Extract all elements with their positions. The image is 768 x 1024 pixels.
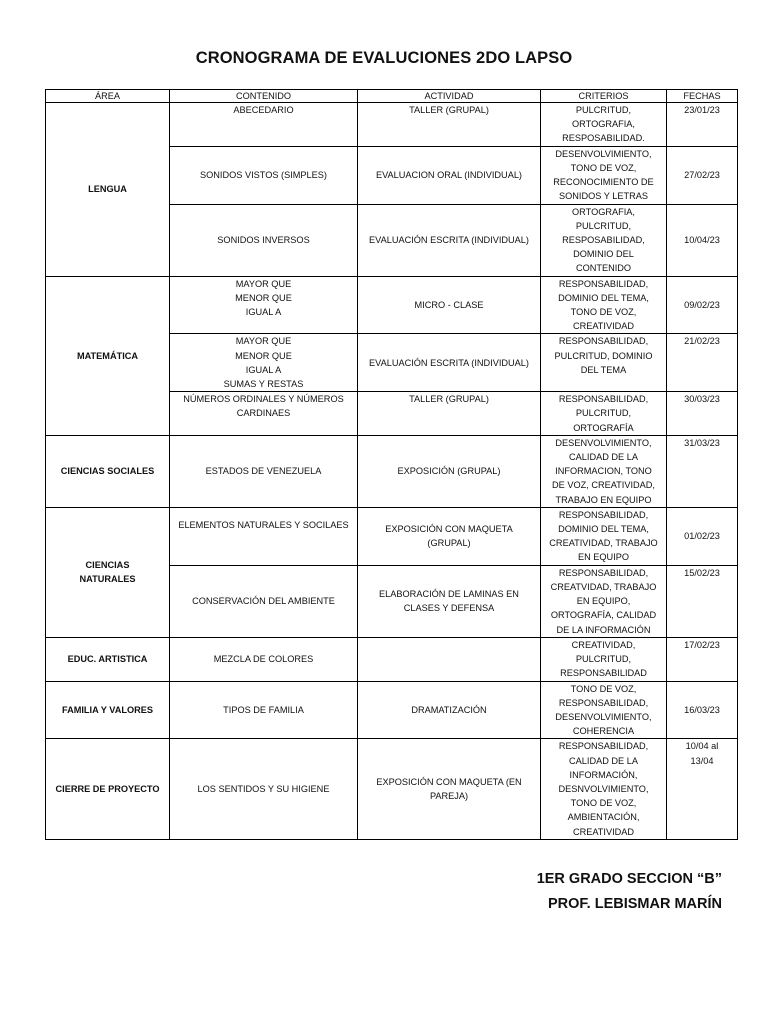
area-naturales-line-2: NATURALES bbox=[79, 574, 136, 585]
actividad-cell bbox=[358, 276, 541, 334]
area-matematica: MATEMÁTICA bbox=[46, 276, 170, 435]
actividad-cell bbox=[358, 739, 541, 839]
criterios-line: DESNVOLVIMIENTO, bbox=[558, 783, 649, 794]
criterios-line: ORTOGRAFIA, bbox=[572, 119, 635, 130]
contenido-line: SONIDOS INVERSOS bbox=[217, 235, 310, 246]
actividad-cell bbox=[358, 204, 541, 276]
criterios-line: CREATIVIDAD bbox=[572, 321, 635, 332]
contenido-line: CARDINAES bbox=[236, 408, 291, 419]
header-criterios: CRITERIOS bbox=[541, 90, 667, 103]
actividad-line: EVALUACIÓN ESCRITA (INDIVIDUAL) bbox=[369, 357, 529, 368]
actividad-line: MICRO - CLASE bbox=[414, 299, 484, 310]
criterios-line: PULCRITUD, bbox=[575, 220, 632, 231]
criterios-line: RESPONSABILIDAD, bbox=[558, 278, 649, 289]
contenido-line: IGUAL A bbox=[245, 307, 282, 318]
contenido-line: SONIDOS VISTOS (SIMPLES) bbox=[200, 170, 327, 180]
criterios-line: RESPOSABILIDAD, bbox=[562, 235, 645, 246]
criterios-line: AMBIENTACIÓN, bbox=[567, 812, 640, 823]
table-row bbox=[46, 507, 738, 565]
criterios-line: DESENVOLVIMIENTO, bbox=[555, 711, 652, 722]
criterios-line: EN EQUIPO, bbox=[576, 596, 631, 607]
contenido-line: ELEMENTOS NATURALES Y SOCILAES bbox=[178, 519, 349, 530]
table-header-row bbox=[46, 90, 738, 103]
table-row bbox=[46, 739, 738, 839]
criterios-line: RESPOSABILIDAD. bbox=[562, 133, 645, 144]
criterios-line: PULCRITUD, bbox=[575, 654, 632, 665]
contenido-line: MENOR QUE bbox=[235, 292, 292, 303]
actividad-cell bbox=[358, 507, 541, 565]
actividad-line: EXPOSICIÓN CON MAQUETA (EN bbox=[376, 776, 522, 787]
criterios-line: PULCRITUD, DOMINIO bbox=[554, 350, 653, 361]
criterios-line: CONTENIDO bbox=[575, 263, 632, 274]
area-ciencias-sociales: CIENCIAS SOCIALES bbox=[46, 435, 170, 507]
table-row bbox=[46, 637, 738, 681]
criterios-line: DESENVOLVIMIENTO, bbox=[555, 148, 652, 159]
area-ciencias-naturales bbox=[46, 507, 170, 637]
criterios-line: TONO DE VOZ, bbox=[570, 307, 637, 318]
contenido-cell bbox=[170, 681, 358, 739]
actividad-line: ELABORACIÓN DE LAMINAS EN bbox=[379, 589, 519, 600]
criterios-line: CREATIVIDAD, bbox=[571, 639, 636, 650]
criterios-cell bbox=[541, 204, 667, 276]
fecha-cell bbox=[667, 739, 738, 839]
fecha-cell bbox=[667, 276, 738, 334]
actividad-cell bbox=[358, 435, 541, 507]
fecha-line: 01/02/23 bbox=[684, 531, 720, 542]
fecha-cell bbox=[667, 146, 738, 204]
fecha-line: 13/04 bbox=[690, 755, 714, 766]
criterios-line: DOMINIO DEL bbox=[573, 249, 634, 260]
criterios-line: TONO DE VOZ, bbox=[570, 162, 637, 173]
criterios-line: RESPONSABILIDAD, bbox=[558, 336, 649, 347]
table-row bbox=[46, 681, 738, 739]
contenido-cell bbox=[170, 204, 358, 276]
evaluation-schedule-table bbox=[45, 89, 738, 840]
criterios-line: DESENVOLVIMIENTO, bbox=[555, 437, 652, 448]
criterios-line: DE VOZ, CREATIVIDAD, bbox=[552, 480, 655, 491]
criterios-line: COHERENCIA bbox=[572, 726, 635, 737]
document-title: CRONOGRAMA DE EVALUCIONES 2DO LAPSO bbox=[195, 49, 573, 67]
contenido-line: LOS SENTIDOS Y SU HIGIENE bbox=[197, 783, 330, 794]
contenido-cell bbox=[170, 334, 358, 392]
contenido-line: MAYOR QUE bbox=[235, 278, 292, 289]
criterios-line: DE LA INFORMACIÓN bbox=[556, 624, 651, 635]
criterios-line: TRABAJO EN EQUIPO bbox=[555, 494, 652, 505]
criterios-line: PULCRITUD, bbox=[575, 408, 632, 419]
actividad-line: EVALUACION ORAL (INDIVIDUAL) bbox=[375, 170, 522, 180]
table-row bbox=[46, 103, 738, 147]
fecha-cell bbox=[667, 204, 738, 276]
criterios-cell bbox=[541, 276, 667, 334]
table-row bbox=[46, 435, 738, 507]
fecha-line: 17/02/23 bbox=[684, 639, 720, 650]
fecha-cell bbox=[667, 681, 738, 739]
criterios-cell bbox=[541, 637, 667, 681]
fecha-cell bbox=[667, 637, 738, 681]
contenido-cell bbox=[170, 739, 358, 839]
criterios-line: DEL TEMA bbox=[580, 364, 627, 375]
criterios-line: CALIDAD DE LA bbox=[569, 755, 638, 766]
criterios-line: CREATIVIDAD bbox=[572, 826, 635, 837]
criterios-line: TONO DE VOZ, bbox=[570, 683, 637, 694]
actividad-line: TALLER (GRUPAL) bbox=[409, 105, 489, 115]
contenido-line: TIPOS DE FAMILIA bbox=[223, 704, 304, 715]
criterios-line: PULCRITUD, bbox=[575, 105, 632, 115]
criterios-line: INFORMACIÓN, bbox=[569, 769, 638, 780]
criterios-cell bbox=[541, 334, 667, 392]
fecha-line: 31/03/23 bbox=[684, 437, 720, 448]
criterios-cell bbox=[541, 392, 667, 436]
contenido-cell bbox=[170, 507, 358, 565]
actividad-cell bbox=[358, 146, 541, 204]
table-row bbox=[46, 276, 738, 334]
contenido-cell bbox=[170, 565, 358, 637]
actividad-cell bbox=[358, 334, 541, 392]
criterios-line: RESPONSABILIDAD, bbox=[558, 394, 649, 405]
criterios-line: RESPONSABILIDAD, bbox=[558, 741, 649, 752]
header-actividad: ACTIVIDAD bbox=[358, 90, 541, 103]
contenido-line: ABECEDARIO bbox=[233, 105, 294, 115]
criterios-line: TONO DE VOZ, bbox=[570, 798, 637, 809]
criterios-line: SONIDOS Y LETRAS bbox=[558, 191, 648, 202]
criterios-line: CALIDAD DE LA bbox=[569, 452, 638, 463]
contenido-line: MEZCLA DE COLORES bbox=[213, 654, 314, 665]
criterios-line: ORTOGRAFÍA, CALIDAD bbox=[550, 610, 657, 621]
fecha-cell bbox=[667, 565, 738, 637]
actividad-cell bbox=[358, 392, 541, 436]
contenido-line: CONSERVACIÓN DEL AMBIENTE bbox=[192, 596, 335, 607]
criterios-line: RESPONSABILIDAD, bbox=[558, 567, 649, 578]
fecha-cell bbox=[667, 392, 738, 436]
criterios-line: ORTOGRAFÍA bbox=[573, 422, 634, 433]
fecha-line: 15/02/23 bbox=[684, 567, 720, 578]
header-area: ÁREA bbox=[46, 90, 170, 103]
actividad-cell bbox=[358, 681, 541, 739]
criterios-cell bbox=[541, 565, 667, 637]
contenido-cell bbox=[170, 146, 358, 204]
criterios-line: DOMINIO DEL TEMA, bbox=[558, 524, 649, 535]
actividad-line: PAREJA) bbox=[429, 791, 469, 802]
criterios-cell bbox=[541, 739, 667, 839]
criterios-cell bbox=[541, 146, 667, 204]
actividad-line: EXPOSICIÓN (GRUPAL) bbox=[397, 466, 501, 477]
actividad-line: DRAMATIZACIÓN bbox=[411, 704, 487, 715]
actividad-cell bbox=[358, 637, 541, 681]
contenido-line: MAYOR QUE bbox=[235, 336, 292, 347]
criterios-line: RESPONSABILIDAD bbox=[560, 668, 647, 679]
fecha-cell bbox=[667, 334, 738, 392]
contenido-cell bbox=[170, 392, 358, 436]
criterios-line: CREATVIDAD, TRABAJO bbox=[550, 582, 657, 593]
fecha-line: 10/04 al bbox=[685, 741, 719, 752]
header-contenido: CONTENIDO bbox=[170, 90, 358, 103]
teacher-name: PROF. LEBISMAR MARÍN bbox=[548, 896, 722, 912]
actividad-cell bbox=[358, 103, 541, 147]
contenido-cell bbox=[170, 637, 358, 681]
criterios-cell bbox=[541, 435, 667, 507]
contenido-line: NÚMEROS ORDINALES Y NÚMEROS bbox=[183, 394, 344, 405]
header-fechas: FECHAS bbox=[667, 90, 738, 103]
actividad-line: EXPOSICIÓN CON MAQUETA bbox=[385, 524, 513, 535]
fecha-cell bbox=[667, 507, 738, 565]
area-familia-valores: FAMILIA Y VALORES bbox=[46, 681, 170, 739]
criterios-line: RESPONSABILIDAD, bbox=[558, 697, 649, 708]
fecha-line: 21/02/23 bbox=[684, 336, 720, 347]
actividad-line: EVALUACIÓN ESCRITA (INDIVIDUAL) bbox=[369, 235, 529, 246]
criterios-cell bbox=[541, 681, 667, 739]
contenido-cell bbox=[170, 276, 358, 334]
actividad-cell bbox=[358, 565, 541, 637]
criterios-line: EN EQUIPO bbox=[577, 552, 630, 563]
fecha-line: 16/03/23 bbox=[684, 704, 720, 715]
criterios-cell bbox=[541, 507, 667, 565]
contenido-cell bbox=[170, 435, 358, 507]
contenido-cell bbox=[170, 103, 358, 147]
area-lengua: LENGUA bbox=[46, 103, 170, 277]
contenido-line: MENOR QUE bbox=[235, 350, 292, 361]
criterios-line: RECONOCIMIENTO DE bbox=[553, 177, 654, 188]
fecha-cell bbox=[667, 103, 738, 147]
area-educ-artistica: EDUC. ARTISTICA bbox=[46, 637, 170, 681]
criterios-line: CREATIVIDAD, TRABAJO bbox=[549, 538, 658, 549]
fecha-cell bbox=[667, 435, 738, 507]
contenido-line: SUMAS Y RESTAS bbox=[223, 379, 304, 390]
fecha-line: 27/02/23 bbox=[684, 170, 720, 180]
contenido-line: IGUAL A bbox=[245, 364, 282, 375]
actividad-line: (GRUPAL) bbox=[427, 538, 471, 549]
fecha-line: 10/04/23 bbox=[684, 235, 720, 246]
fecha-line: 09/02/23 bbox=[684, 299, 720, 310]
criterios-line: INFORMACION, TONO bbox=[555, 466, 652, 477]
area-naturales-line-1: CIENCIAS bbox=[85, 560, 130, 571]
area-cierre-proyecto: CIERRE DE PROYECTO bbox=[46, 739, 170, 839]
criterios-line: ORTOGRAFIA, bbox=[572, 206, 635, 217]
fecha-line: 23/01/23 bbox=[684, 105, 720, 115]
grade-section-label: 1ER GRADO SECCION “B” bbox=[536, 871, 722, 887]
criterios-cell bbox=[541, 103, 667, 147]
actividad-line: TALLER (GRUPAL) bbox=[409, 394, 489, 405]
criterios-line: RESPONSABILIDAD, bbox=[558, 509, 649, 520]
contenido-line: ESTADOS DE VENEZUELA bbox=[205, 466, 322, 477]
actividad-line: CLASES Y DEFENSA bbox=[403, 603, 495, 614]
criterios-line: DOMINIO DEL TEMA, bbox=[558, 292, 649, 303]
fecha-line: 30/03/23 bbox=[684, 394, 720, 405]
